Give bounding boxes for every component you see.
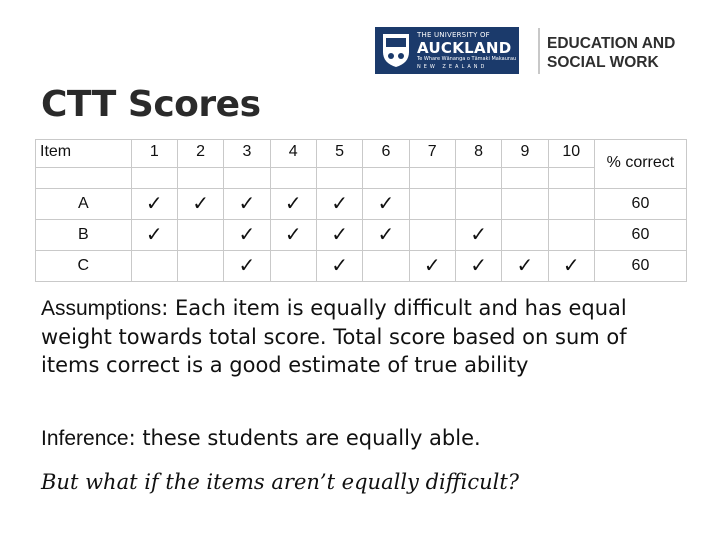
check-icon: ✓ (331, 254, 348, 277)
department-line2: SOCIAL WORK (547, 54, 659, 71)
table-cell (548, 251, 594, 282)
check-icon: ✓ (331, 192, 348, 215)
check-icon: ✓ (238, 192, 256, 215)
table-cell (502, 251, 548, 282)
check-icon: ✓ (284, 192, 302, 215)
check-icon: ✓ (377, 223, 395, 246)
logo-line4: NEW ZEALAND (417, 64, 488, 70)
table-cell (36, 168, 132, 189)
table-cell (177, 251, 223, 282)
table-body (36, 189, 687, 282)
check-icon: ✓ (238, 254, 256, 277)
table-cell (131, 220, 177, 251)
assumptions-text: : Each item is equally difficult and has equal weight towards total score. Total score based on sum of items correct is a good estimate of true ability (41, 296, 627, 377)
inference-paragraph (41, 424, 681, 453)
table-row (36, 251, 687, 282)
table-cell (455, 220, 501, 251)
table-spacer-row (36, 168, 687, 189)
table-cell (455, 168, 501, 189)
table-cell (455, 251, 501, 282)
header-cell: 9 (502, 140, 548, 168)
check-icon: ✓ (331, 223, 348, 246)
header-divider (538, 28, 540, 74)
table-cell (363, 220, 409, 251)
table-cell (409, 251, 455, 282)
table-cell (316, 220, 362, 251)
logo-line2: AUCKLAND (417, 39, 512, 57)
check-icon: ✓ (377, 192, 395, 215)
header-cell: Item (36, 140, 132, 168)
check-icon: ✓ (238, 223, 256, 246)
table-cell (502, 220, 548, 251)
university-logo (375, 27, 519, 74)
percent-correct-cell: 60 (594, 189, 686, 220)
table-cell (131, 168, 177, 189)
check-icon: ✓ (470, 254, 487, 277)
check-icon: ✓ (562, 254, 580, 277)
table-cell (316, 168, 362, 189)
crest-icon (381, 32, 411, 68)
scores-table (35, 139, 687, 282)
table-cell (316, 251, 362, 282)
header-cell: 3 (224, 140, 270, 168)
table-cell (548, 168, 594, 189)
table-cell (224, 251, 270, 282)
table-cell (409, 189, 455, 220)
header-cell: 2 (177, 140, 223, 168)
table-cell (270, 168, 316, 189)
check-icon: ✓ (470, 223, 487, 246)
percent-correct-cell: 60 (594, 251, 686, 282)
logo-line3: Te Whare Wānanga o Tāmaki Makaurau (417, 56, 517, 62)
header-cell: 10 (548, 140, 594, 168)
assumptions-label: Assumptions (41, 297, 162, 320)
header-cell: 7 (409, 140, 455, 168)
table-cell (270, 220, 316, 251)
table-cell (548, 220, 594, 251)
row-label: B (36, 220, 132, 251)
header-cell: 8 (455, 140, 501, 168)
header-cell: 5 (316, 140, 362, 168)
table-header-row (36, 140, 687, 168)
inference-label: Inference (41, 427, 129, 450)
table-cell (131, 189, 177, 220)
table-cell (363, 189, 409, 220)
page-title: CTT Scores (41, 84, 261, 125)
table-cell (409, 220, 455, 251)
percent-correct-cell: 60 (594, 220, 686, 251)
check-icon: ✓ (284, 223, 302, 246)
department-name (547, 34, 675, 72)
logo-line1: THE UNIVERSITY OF (417, 31, 490, 39)
check-icon: ✓ (192, 192, 209, 215)
table-cell (548, 189, 594, 220)
assumptions-paragraph (41, 294, 681, 379)
table-cell (502, 189, 548, 220)
header-cell: % correct (594, 140, 686, 189)
check-icon: ✓ (145, 223, 163, 246)
inference-text: : these students are equally able. (128, 426, 481, 450)
table-cell (224, 220, 270, 251)
table-cell (363, 251, 409, 282)
header-cell: 1 (131, 140, 177, 168)
table-cell (316, 189, 362, 220)
table-cell (224, 168, 270, 189)
table-cell (177, 220, 223, 251)
table-cell (502, 168, 548, 189)
table-cell (363, 168, 409, 189)
table-cell (224, 189, 270, 220)
check-icon: ✓ (145, 192, 163, 215)
table-cell (409, 168, 455, 189)
table-cell (455, 189, 501, 220)
row-label: A (36, 189, 132, 220)
table-cell (270, 189, 316, 220)
table-cell (177, 189, 223, 220)
table-cell (270, 251, 316, 282)
table-row (36, 220, 687, 251)
check-icon: ✓ (423, 254, 441, 277)
header-cell: 6 (363, 140, 409, 168)
row-label: C (36, 251, 132, 282)
header-cell: 4 (270, 140, 316, 168)
question-text: But what if the items aren’t equally difficult? (41, 470, 520, 494)
table-row (36, 189, 687, 220)
check-icon: ✓ (516, 254, 534, 277)
table-cell (177, 168, 223, 189)
table-cell (131, 251, 177, 282)
department-line1: EDUCATION AND (547, 35, 676, 52)
